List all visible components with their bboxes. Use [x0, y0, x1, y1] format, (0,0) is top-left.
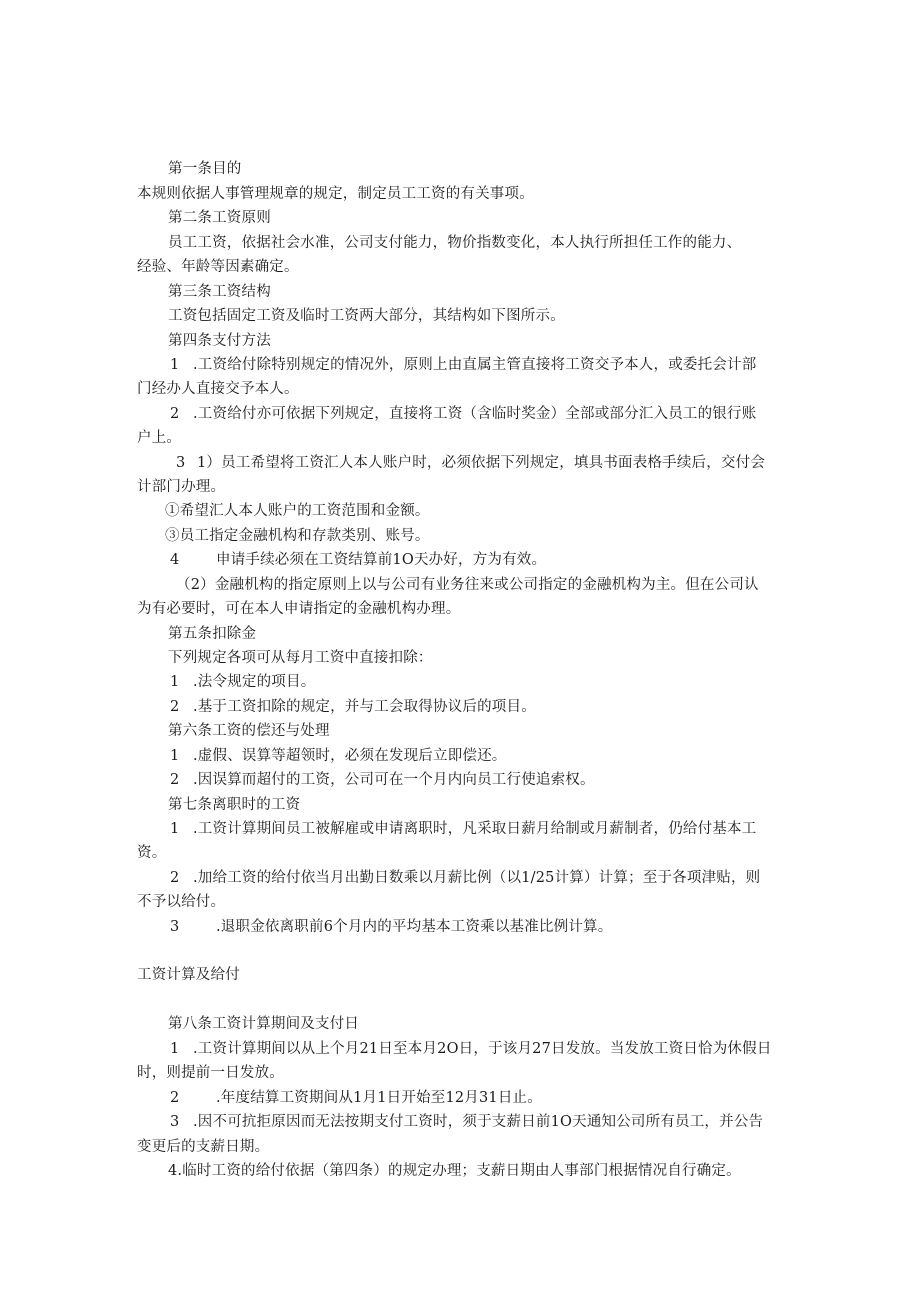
paragraph-line: 计部门办理。: [137, 479, 226, 495]
item-number: 2: [170, 699, 180, 715]
article-1-heading: 第一条目的: [168, 161, 242, 177]
paragraph-line: .加给工资的给付依当月出勤日数乘以月薪比例（以1/25计算）计算；至于各项津贴，则: [193, 870, 761, 886]
item-number: 1: [170, 674, 180, 690]
list-item: .法令规定的项目。: [193, 674, 316, 690]
item-number: 4: [170, 552, 180, 568]
paragraph-line: .工资给付亦可依据下列规定，直接将工资（含临时奖金）全部或部分汇入员工的银行账: [193, 406, 757, 422]
paragraph-line: 门经办人直接交予本人。: [137, 381, 299, 397]
paragraph-line: 为有必要时，可在本人申请指定的金融机构办理。: [137, 601, 461, 617]
paragraph-line: 员工工资，依据社会水准，公司支付能力，物价指数变化，本人执行所担任工作的能力、: [168, 235, 742, 251]
article-6-heading: 第六条工资的偿还与处理: [168, 723, 330, 739]
paragraph-line: 经验、年龄等因素确定。: [137, 259, 299, 275]
paragraph-line: .工资给付除特别规定的情况外，原则上由直属主管直接将工资交予本人，或委托会计部: [193, 357, 757, 373]
item-number: 3: [170, 919, 180, 935]
item-number: 1: [170, 821, 180, 837]
paragraph-line: 时，则提前一日发放。: [137, 1065, 284, 1081]
list-item: ①希望汇人本人账户的工资范围和金额。: [165, 503, 430, 519]
section-heading: 工资计算及给付: [137, 967, 240, 983]
paragraph-line: （2）金融机构的指定原则上以与公司有业务往来或公司指定的金融机构为主。但在公司认: [176, 577, 759, 593]
paragraph-line: 不予以给付。: [137, 894, 226, 910]
paragraph-line: 4.临时工资的给付依据（第四条）的规定办理；支薪日期由人事部门根据情况自行确定。: [168, 1163, 741, 1179]
article-7-heading: 第七条离职时的工资: [168, 797, 301, 813]
paragraph-line: .工资计算期间以从上个月21日至本月2O日，于该月27日发放。当发放工资日恰为休假日: [193, 1041, 772, 1057]
article-5-heading: 第五条扣除金: [168, 626, 257, 642]
item-number: 1: [170, 748, 180, 764]
list-item: .退职金依离职前6个月内的平均基本工资乘以基准比例计算。: [216, 919, 613, 935]
item-number: 2: [170, 1090, 180, 1106]
item-number: 1: [170, 1041, 180, 1057]
article-4-heading: 第四条支付方法: [168, 333, 271, 349]
list-item: .虚假、误算等超领时，必须在发现后立即偿还。: [193, 748, 507, 764]
item-number: 2: [170, 870, 180, 886]
paragraph-line: 变更后的支薪日期。: [137, 1139, 270, 1155]
article-3-heading: 第三条工资结构: [168, 284, 271, 300]
paragraph-line: 申请手续必须在工资结算前1O天办好，方为有效。: [216, 552, 547, 568]
item-number: 2: [170, 406, 180, 422]
item-number: 2: [170, 772, 180, 788]
paragraph-line: .因不可抗拒原因而无法按期支付工资时，须于支薪日前1O天通知公司所有员工，并公告: [193, 1114, 764, 1130]
item-number: 1: [170, 357, 180, 373]
list-item: .基于工资扣除的规定，并与工会取得协议后的项目。: [193, 699, 536, 715]
list-item: .年度结算工资期间从1月1日开始至12月31日止。: [216, 1090, 542, 1106]
paragraph-line: 资。: [137, 845, 167, 861]
list-item: .因误算而超付的工资，公司可在一个月内向员工行使追索权。: [193, 772, 595, 788]
article-8-heading: 第八条工资计算期间及支付日: [168, 1016, 360, 1032]
paragraph: 本规则依据人事管理规章的规定，制定员工工资的有关事项。: [137, 186, 534, 202]
item-number: 3: [170, 1114, 180, 1130]
paragraph-line: .工资计算期间员工被解雇或申请离职时，凡采取日薪月给制或月薪制者，仍给付基本工: [193, 821, 757, 837]
article-2-heading: 第二条工资原则: [168, 210, 271, 226]
item-number: 3: [176, 455, 186, 471]
paragraph-line: 1）员工希望将工资汇人本人账户时，必须依据下列规定，填具书面表格手续后，交付会: [197, 455, 766, 471]
list-item: ③员工指定金融机构和存款类别、账号。: [165, 528, 430, 544]
paragraph: 工资包括固定工资及临时工资两大部分，其结构如下图所示。: [168, 308, 565, 324]
paragraph-line: 户上。: [137, 430, 182, 446]
paragraph: 下列规定各项可从每月工资中直接扣除：: [168, 650, 433, 666]
